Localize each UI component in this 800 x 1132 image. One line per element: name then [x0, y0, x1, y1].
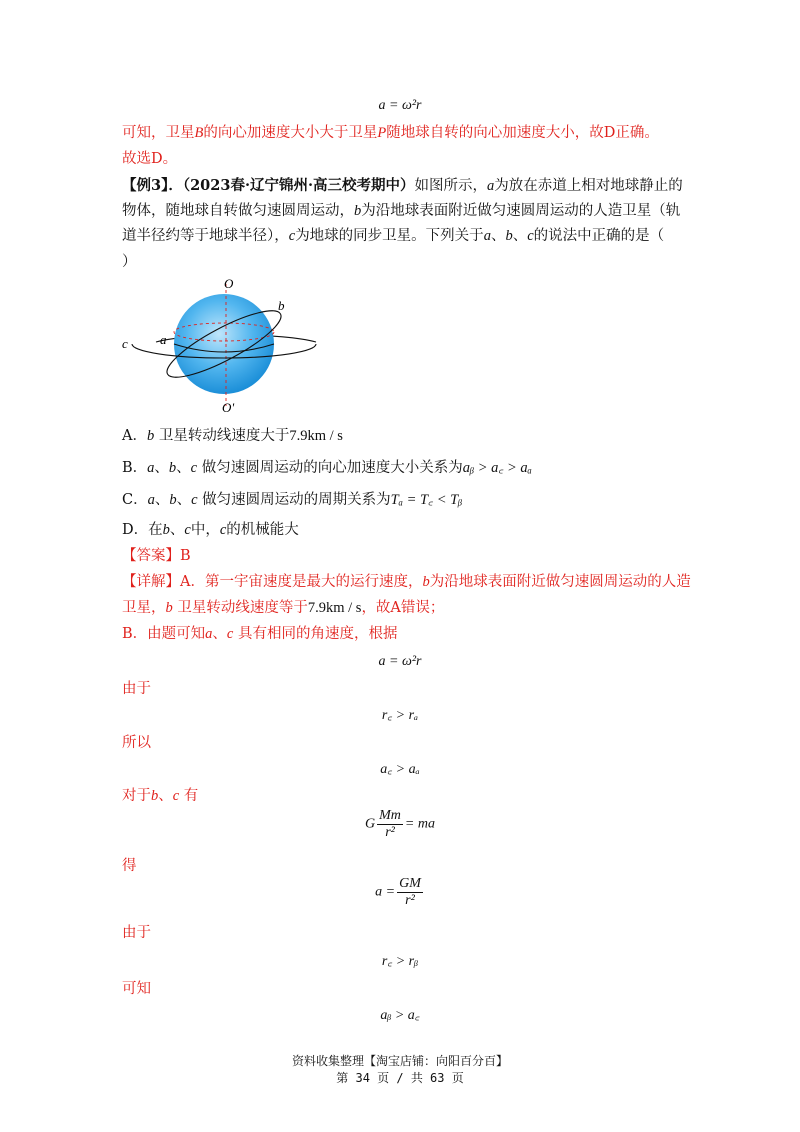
detail-line-3: [122, 623, 397, 645]
since-2: 由于: [122, 925, 151, 941]
text: 卫星，: [122, 600, 166, 616]
formula-centripetal-2: [0, 652, 800, 672]
denominator: r²: [405, 893, 415, 908]
text: c: [226, 626, 234, 642]
numerator: GM: [399, 876, 421, 891]
example-tag: 【例3】．: [122, 177, 183, 194]
formula-acceleration: [0, 876, 800, 909]
text: 做匀速圆周运动的向心加速度大小关系为: [201, 460, 463, 476]
text: A．第一宇宙速度是最大的运行速度，: [180, 574, 423, 590]
formula-rc-ra: r꜀ > rₐ: [381, 708, 419, 723]
text: D: [603, 125, 616, 141]
text: 道半径约等于地球半径），: [122, 228, 289, 244]
math: 7.9km / s: [289, 428, 343, 444]
text: c: [288, 228, 296, 244]
example-line-4: ）: [122, 254, 137, 270]
option-C: [122, 489, 462, 511]
text: 正确。: [615, 125, 659, 141]
formula-rhs: = ω²r: [389, 654, 422, 669]
text: 为放在赤道上相对地球静止的: [494, 178, 683, 194]
math: 7.9km / s: [307, 600, 362, 616]
for-bc-line: [122, 785, 198, 807]
math: Tₐ = T꜀ < Tᵦ: [390, 492, 463, 508]
text: b: [169, 492, 177, 508]
label-O: O: [224, 276, 234, 291]
formula-lhs: a =: [375, 884, 396, 900]
text: 、: [212, 626, 227, 642]
text: c: [191, 492, 198, 508]
footer-page-number: 第 34 页 / 共 63 页: [336, 1071, 464, 1085]
const-G: G: [365, 816, 376, 832]
text: 、: [176, 492, 192, 508]
text: b: [162, 522, 170, 538]
text: 随地球自转的向心加速度大小，故: [386, 125, 604, 141]
formula-gravity: [0, 808, 800, 841]
denominator: r²: [385, 825, 395, 840]
text: 、: [490, 228, 506, 244]
example-source: （2023春·辽宁锦州·高三校考期中）: [182, 177, 415, 194]
text: 物体，随地球自转做匀速圆周运动，: [122, 203, 354, 219]
formula-centripetal-1: [0, 96, 800, 116]
text: a: [147, 492, 155, 508]
text: 可知，卫星: [122, 125, 195, 141]
text: 的向心加速度大小大于卫星: [203, 125, 378, 141]
text: P: [377, 125, 387, 141]
text: c: [219, 522, 227, 538]
formula-ab-ac: aᵦ > a꜀: [380, 1008, 420, 1023]
text: b: [505, 228, 513, 244]
formula-lhs: a: [378, 654, 386, 669]
text: 、: [154, 460, 169, 476]
text: 中，: [190, 522, 220, 538]
example-line-1: [122, 175, 683, 197]
text: ，故A错误；: [361, 600, 445, 616]
option-D: [122, 519, 299, 541]
text: 卫星转动线速度等于: [177, 600, 308, 616]
formula-rhs: = ma: [404, 816, 435, 832]
text: 、: [158, 788, 173, 804]
formula-rc-rb: r꜀ > rᵦ: [381, 954, 419, 969]
fraction: [397, 876, 423, 909]
text: 卫星转动线速度大于: [158, 428, 290, 444]
option-label: C．: [122, 492, 148, 508]
example-line-3: [122, 225, 664, 247]
earth-sphere: [174, 294, 274, 394]
earth-orbit-figure: [118, 272, 328, 418]
option-label: B．: [122, 460, 148, 476]
detail-line-1: [122, 571, 691, 593]
label-b: b: [278, 298, 285, 313]
option-B: [122, 457, 532, 479]
text: 、: [512, 228, 528, 244]
answer-value: B: [180, 548, 191, 564]
footer-source: 资料收集整理【淘宝店铺：向阳百分百】: [291, 1054, 508, 1068]
example-line-2: [122, 200, 680, 222]
text: 做匀速圆周运动的周期关系为: [202, 492, 391, 508]
text: 有: [183, 788, 199, 804]
text: b: [146, 428, 155, 444]
so-line: 所以: [122, 735, 151, 751]
text: c: [184, 522, 191, 538]
label-O-prime: O': [222, 400, 235, 415]
text: 对于: [122, 788, 151, 804]
option-label: D．: [122, 522, 149, 538]
formula-ac-aa: a꜀ > aₐ: [380, 762, 420, 777]
text: 的机械能大: [226, 522, 299, 538]
since-1: 由于: [122, 681, 151, 697]
get-line: 得: [122, 858, 137, 874]
option-A: [122, 425, 343, 447]
text: 具有相同的角速度，根据: [237, 626, 398, 642]
option-label: A．: [122, 428, 147, 444]
fraction: [377, 808, 403, 841]
choose-line: 故选D。: [122, 151, 178, 167]
text: 、: [176, 460, 191, 476]
text: 如图所示，: [414, 178, 488, 194]
text: 、: [169, 522, 185, 538]
text: 的说法中正确的是（: [533, 228, 665, 244]
label-c: c: [122, 336, 128, 351]
text: c: [172, 788, 180, 804]
text: B: [194, 125, 204, 141]
text: 为沿地球表面附近做匀速圆周运动的人造: [429, 574, 691, 590]
text: B．由题可知: [122, 626, 206, 642]
text: a: [487, 178, 495, 194]
text: 、: [154, 492, 170, 508]
text: b: [422, 574, 430, 590]
text: 为地球的同步卫星。下列关于: [295, 228, 484, 244]
answer-line: [122, 545, 191, 567]
text: c: [190, 460, 198, 476]
detail-line-2: [122, 597, 444, 619]
text: b: [165, 600, 173, 616]
math: aᵦ > a꜀ > aₐ: [462, 460, 532, 476]
text: a: [205, 626, 213, 642]
label-a: a: [160, 332, 167, 347]
conclusion-line: [122, 122, 659, 144]
formula-rhs: = ω²r: [389, 98, 422, 113]
text: a: [483, 228, 491, 244]
formula-lhs: a: [378, 98, 386, 113]
text: 为沿地球表面附近做匀速圆周运动的人造卫星（轨: [361, 203, 681, 219]
detail-tag: 【详解】: [122, 574, 180, 590]
know-line: 可知: [122, 981, 151, 997]
text: a: [147, 460, 155, 476]
text: b: [168, 460, 177, 476]
text: b: [151, 788, 159, 804]
text: b: [354, 203, 362, 219]
text: 在: [148, 522, 163, 538]
text: c: [527, 228, 534, 244]
answer-tag: 【答案】: [122, 548, 180, 564]
numerator: Mm: [379, 808, 401, 823]
